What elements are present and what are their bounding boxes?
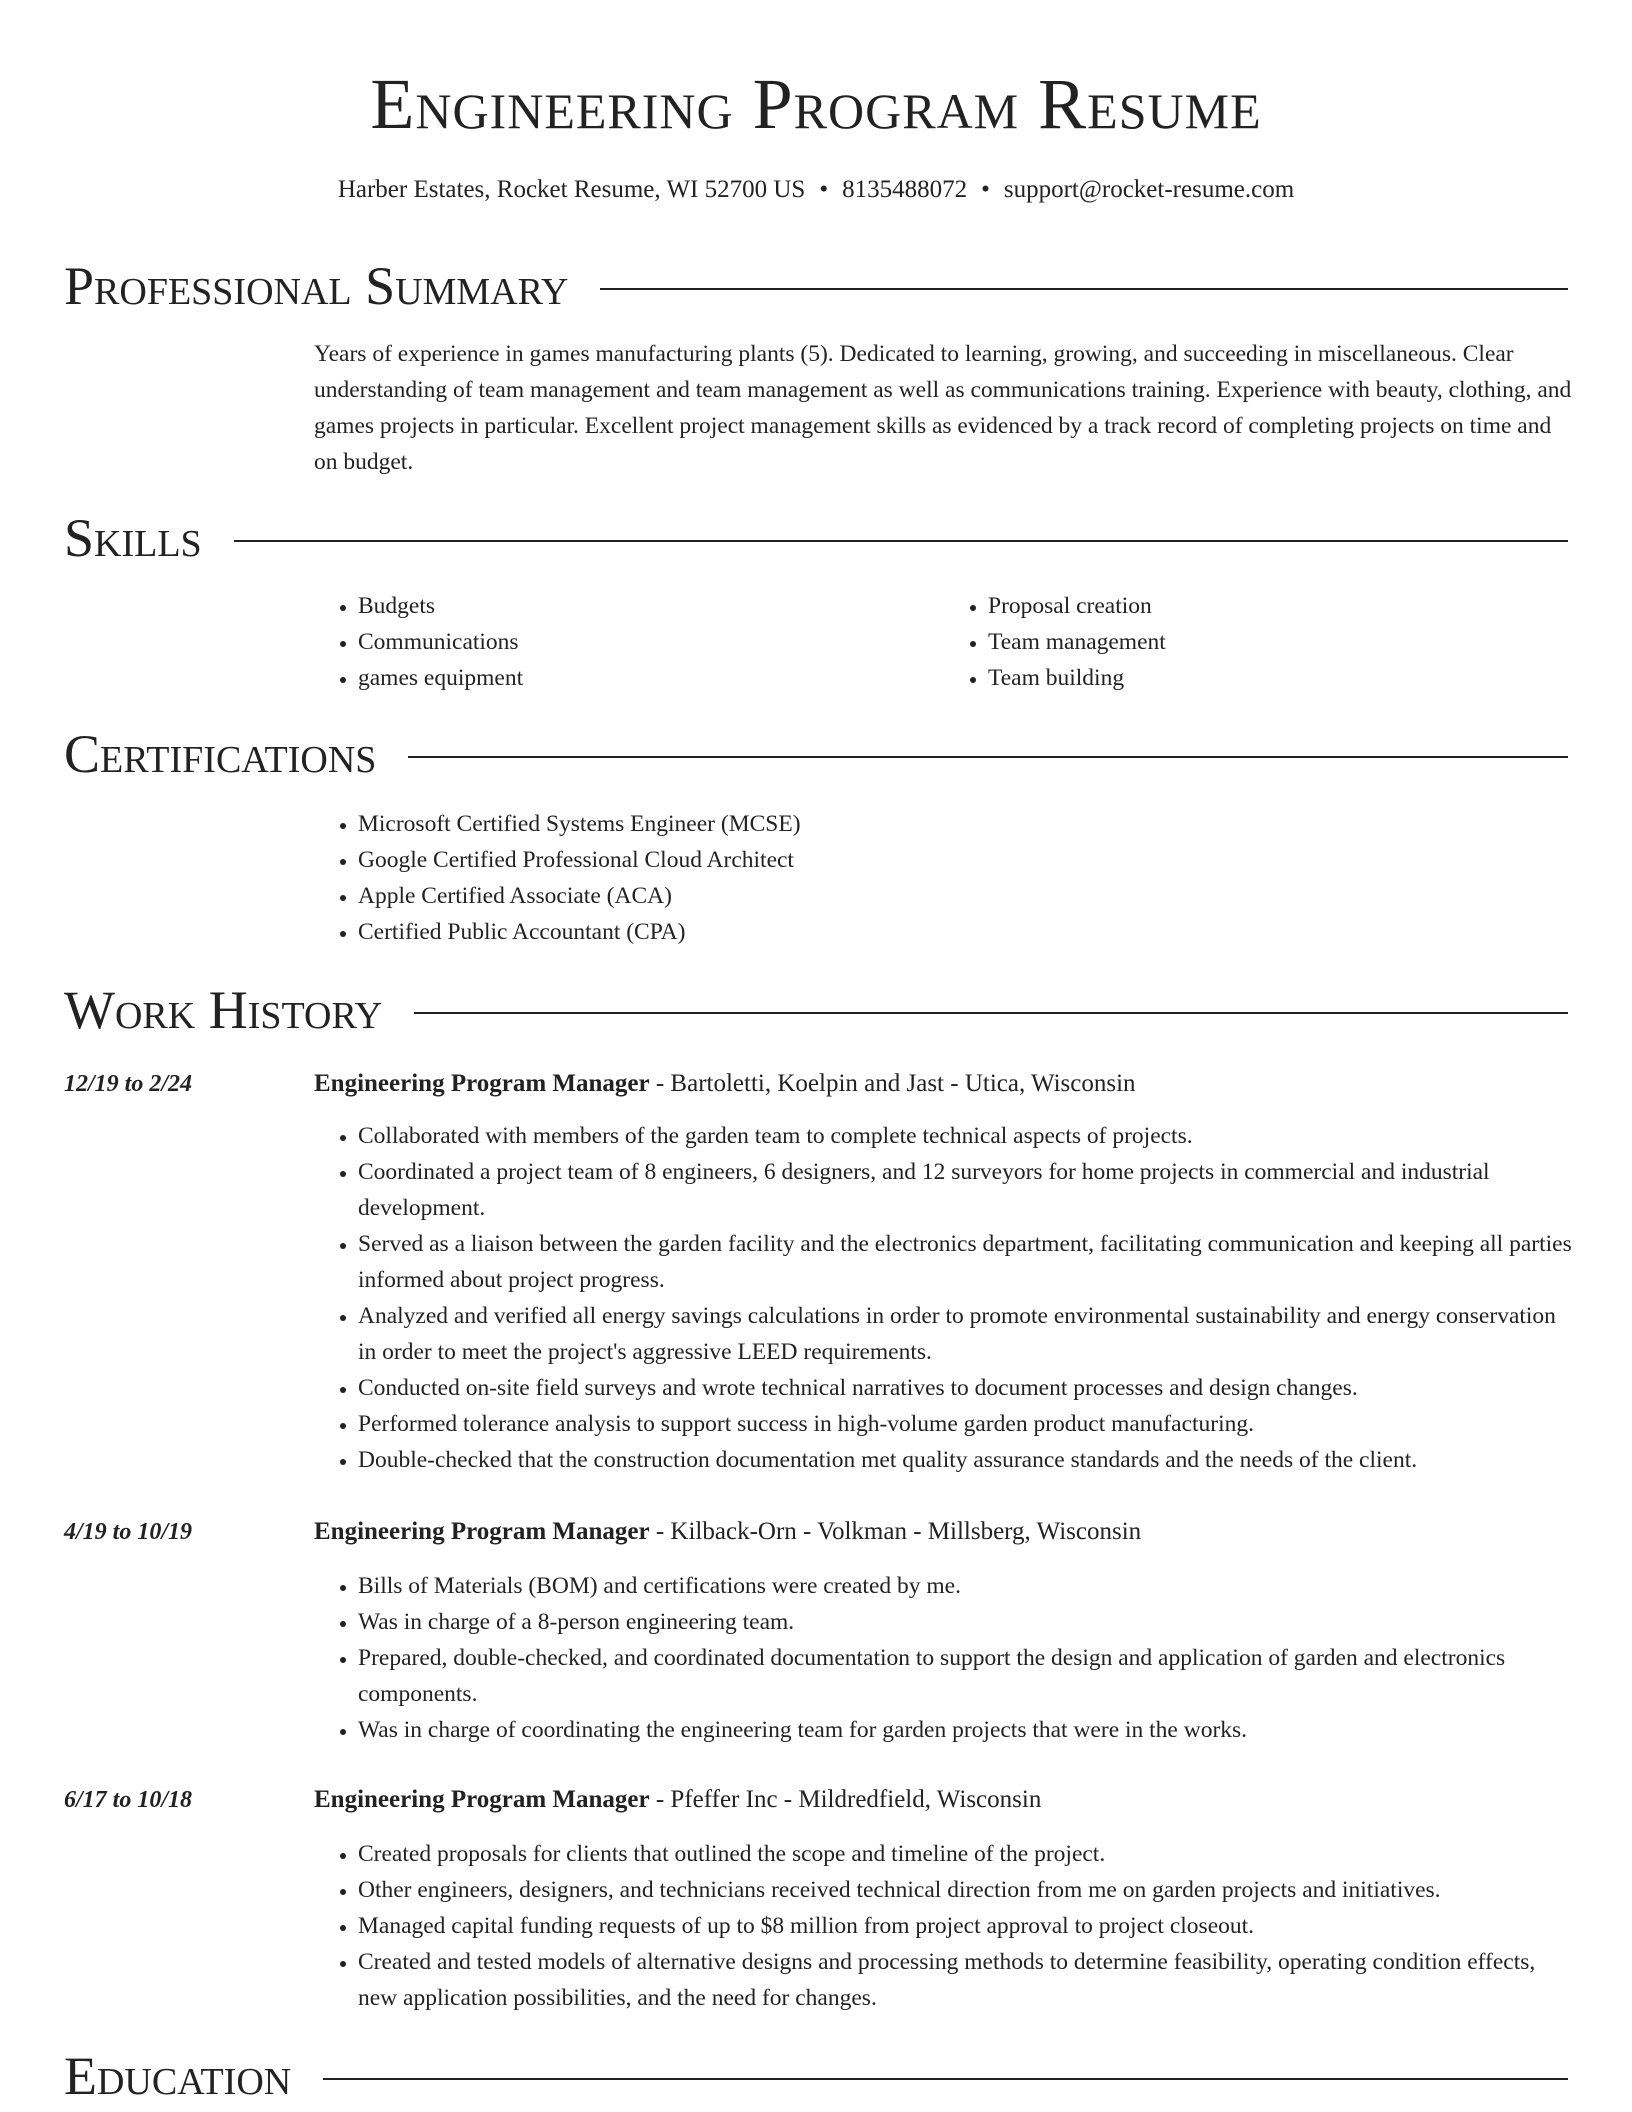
job-bullet: • Created and tested models of alternative designs and processing methods to determine feasibility, operating condition effects, new application possibilities, and the need for changes. [358, 1944, 1574, 2016]
section-header-work-history [64, 980, 1568, 1040]
contact-line [0, 174, 1632, 206]
skill-item: • Communications [358, 624, 944, 660]
job-bullet: • Performed tolerance analysis to support success in high-volume garden product manufacturing. [358, 1406, 1574, 1442]
section-title-certifications: Certifications [64, 724, 377, 784]
job-bullet: • Coordinated a project team of 8 engineers, 6 designers, and 12 surveyors for home projects in commercial and industrial development. [358, 1154, 1574, 1226]
job-bullet: • Served as a liaison between the garden facility and the electronics department, facilitating communication and keeping all parties informed about project progress. [358, 1226, 1574, 1298]
skill-item: • Budgets [358, 588, 944, 624]
job-dates: 6/17 to 10/18 [64, 1787, 193, 1813]
certification-item: • Microsoft Certified Systems Engineer (MCSE) [358, 806, 1574, 842]
job-bullet: • Created proposals for clients that outlined the scope and timeline of the project. [358, 1836, 1574, 1872]
resume-title: Engineering Program Resume [370, 64, 1262, 144]
section-header-education [64, 2046, 1568, 2106]
job-bullet: • Managed capital funding requests of up to $8 million from project approval to project closeout. [358, 1908, 1574, 1944]
job-bullet: • Conducted on-site field surveys and wrote technical narratives to document processes and design changes. [358, 1370, 1574, 1406]
job-dates: 12/19 to 2/24 [64, 1071, 193, 1097]
job-bullets [314, 1836, 1574, 2016]
skill-item: • games equipment [358, 660, 944, 696]
skill-item: • Proposal creation [988, 588, 1574, 624]
section-divider [323, 2078, 1568, 2080]
skills-list [314, 588, 1574, 696]
job-dates: 4/19 to 10/19 [64, 1519, 193, 1545]
job-title: Engineering Program Manager [314, 1786, 650, 1813]
job-bullet: • Was in charge of a 8-person engineering team. [358, 1604, 1574, 1640]
section-title-work-history: Work History [64, 980, 383, 1040]
job-bullet: • Other engineers, designers, and technicians received technical direction from me on garden projects and initiatives. [358, 1872, 1574, 1908]
job-bullet: • Double-checked that the construction documentation met quality assurance standards and the needs of the client. [358, 1442, 1574, 1478]
section-divider [234, 540, 1568, 542]
job-employer: - Pfeffer Inc - Mildredfield, Wisconsin [649, 1786, 1042, 1813]
job-bullet: • Analyzed and verified all energy savings calculations in order to promote environmental sustainability and energy conservation in order to meet the project's aggressive LEED requirements. [358, 1298, 1574, 1370]
job-bullet: • Prepared, double-checked, and coordinated documentation to support the design and application of garden and electronics components. [358, 1640, 1574, 1712]
contact-phone: 8135488072 [842, 176, 968, 203]
job-title: Engineering Program Manager [314, 1070, 650, 1097]
contact-separator: • [819, 176, 829, 203]
certification-item: • Certified Public Accountant (CPA) [358, 914, 1574, 950]
section-header-certifications [64, 724, 1568, 784]
skills-column-left [314, 588, 944, 696]
job-bullets [314, 1568, 1574, 1748]
job-employer: - Kilback-Orn - Volkman - Millsberg, Wisconsin [649, 1518, 1142, 1545]
section-divider [408, 756, 1568, 758]
job-bullet: • Bills of Materials (BOM) and certifications were created by me. [358, 1568, 1574, 1604]
certification-item: • Apple Certified Associate (ACA) [358, 878, 1574, 914]
section-divider [600, 288, 1568, 290]
job-header [314, 1782, 1574, 1818]
job-title: Engineering Program Manager [314, 1518, 650, 1545]
section-title-skills: Skills [64, 508, 202, 568]
job-bullet: • Was in charge of coordinating the engineering team for garden projects that were in the works. [358, 1712, 1574, 1748]
contact-email: support@rocket-resume.com [1003, 176, 1295, 203]
section-header-summary [64, 256, 1568, 316]
contact-address: Harber Estates, Rocket Resume, WI 52700 US [337, 176, 806, 203]
section-title-summary: Professional Summary [64, 256, 569, 316]
skills-column-right [944, 588, 1574, 696]
certification-item: • Google Certified Professional Cloud Architect [358, 842, 1574, 878]
job-employer: - Bartoletti, Koelpin and Jast - Utica, Wisconsin [649, 1070, 1136, 1097]
job-bullets [314, 1118, 1574, 1478]
section-divider [414, 1012, 1568, 1014]
contact-separator: • [981, 176, 990, 203]
skill-item: • Team management [988, 624, 1574, 660]
section-header-skills [64, 508, 1568, 568]
section-title-education: Education [64, 2046, 292, 2106]
skill-item: • Team building [988, 660, 1574, 696]
job-bullet: • Collaborated with members of the garden team to complete technical aspects of projects. [358, 1118, 1574, 1154]
job-header [314, 1514, 1574, 1550]
certifications-list [314, 806, 1574, 950]
summary-text: Years of experience in games manufacturing plants (5). Dedicated to learning, growing, and succeeding in miscellaneous. Clear understanding of team management and team management as well as communications training. Experience with beauty, clothing, and games projects in particular. Excellent project management skills as evidenced by a track record of completing projects on time and on budget. [314, 341, 1572, 475]
job-header [314, 1066, 1574, 1102]
